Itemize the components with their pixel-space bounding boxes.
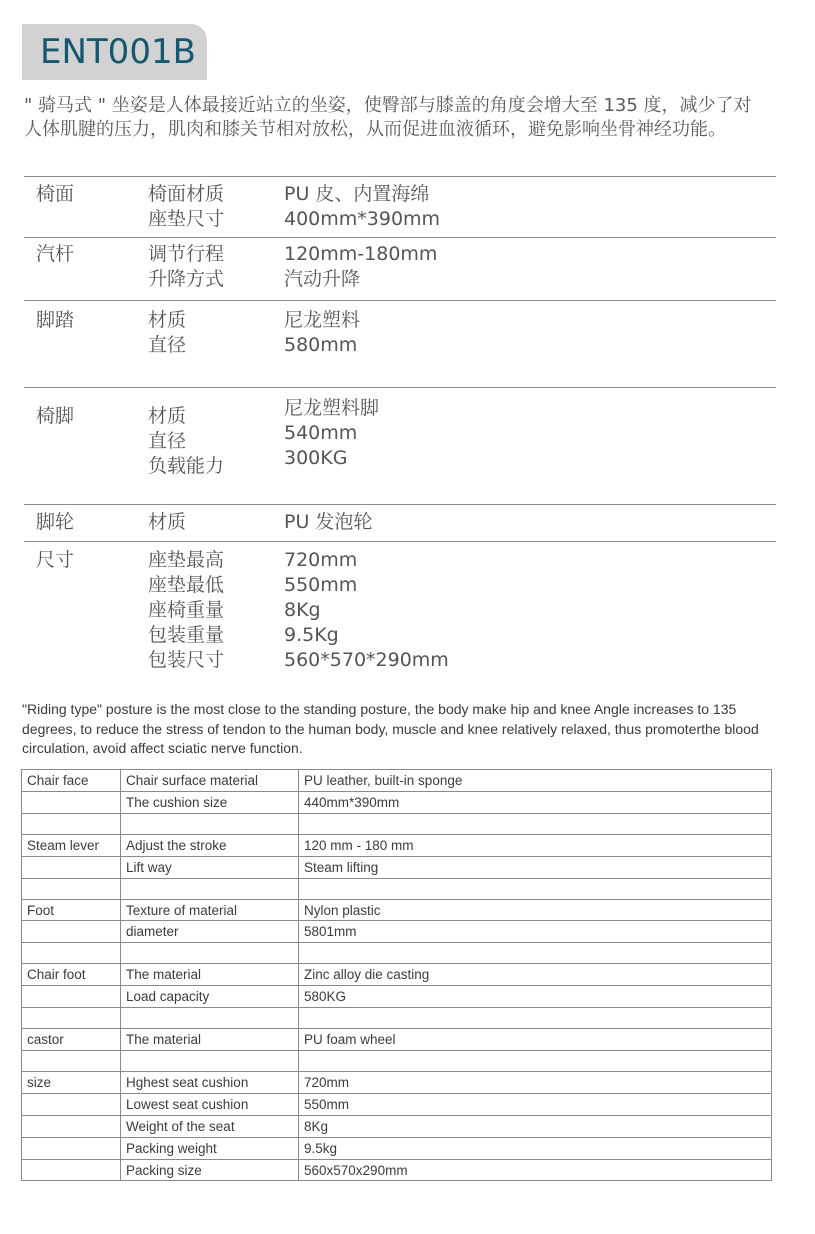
table-cell-category [22,943,121,964]
cn-spec-value: 8Kg [284,599,321,621]
cn-divider [24,504,776,505]
table-cell-attribute: The cushion size [121,791,299,813]
table-row [22,899,772,921]
cn-divider [24,387,776,388]
table-cell-value: Nylon plastic [299,899,772,921]
table-cell-attribute: The material [121,1029,299,1051]
table-cell-value: 8Kg [299,1115,772,1137]
cn-divider [24,237,776,238]
table-cell-category [22,921,121,943]
cn-divider [24,176,776,177]
table-cell-category: Foot [22,899,121,921]
table-cell-category [22,1159,121,1181]
cn-spec-value: 560*570*290mm [284,649,449,671]
table-row [22,921,772,943]
table-row [22,813,772,834]
table-cell-value: 720mm [299,1072,772,1094]
cn-spec-label: 座垫尺寸 [148,208,225,230]
table-cell-attribute: Packing size [121,1159,299,1181]
table-cell-category [22,878,121,899]
cn-spec-values [284,182,440,232]
table-cell-attribute: Packing weight [121,1137,299,1159]
cn-spec-values [284,308,360,358]
cn-spec-value: 720mm [284,549,358,571]
table-cell-category [22,791,121,813]
cn-spec-values [284,510,372,535]
cn-spec-values [284,396,379,471]
en-spec-table-body [22,770,772,1181]
table-cell-value [299,1051,772,1072]
cn-category: 尺寸 [36,549,75,571]
table-cell-value: PU foam wheel [299,1029,772,1051]
cn-spec-label: 包装重量 [148,624,225,646]
cn-spec-labels [148,242,224,292]
cn-category: 汽杆 [36,243,75,265]
table-cell-category: Steam lever [22,834,121,856]
table-cell-value: PU leather, built-in sponge [299,770,772,792]
cn-spec-label: 座垫最低 [148,574,225,596]
cn-spec-labels [148,510,186,535]
table-cell-attribute [121,943,299,964]
cn-spec-labels [148,308,186,358]
cn-spec-value: 400mm*390mm [284,208,441,230]
cn-spec-label: 座椅重量 [148,599,225,621]
cn-spec-labels [148,404,224,479]
table-row [22,856,772,878]
table-row [22,986,772,1008]
cn-intro-text: " 骑马式 " 坐姿是人体最接近站立的坐姿，使臀部与膝盖的角度会增大至 135 度，减少了对人体肌腱的压力，肌肉和膝关节相对放松，从而促进血液循环，避免影响坐骨神经功能。 [24,95,752,140]
table-cell-category [22,1137,121,1159]
table-row [22,1159,772,1181]
cn-category: 椅脚 [36,405,75,427]
table-cell-value [299,878,772,899]
table-row [22,878,772,899]
table-cell-category [22,813,121,834]
table-cell-value: 120 mm - 180 mm [299,834,772,856]
cn-spec-value: PU 皮、内置海绵 [284,183,430,205]
table-row [22,1093,772,1115]
cn-spec-values [284,548,449,673]
table-cell-attribute: Lowest seat cushion [121,1093,299,1115]
table-cell-value: 560x570x290mm [299,1159,772,1181]
table-cell-attribute: Lift way [121,856,299,878]
table-cell-value: 440mm*390mm [299,791,772,813]
table-cell-category: Chair foot [22,964,121,986]
table-cell-category [22,1093,121,1115]
cn-spec-value: 120mm-180mm [284,243,438,265]
table-cell-category: castor [22,1029,121,1051]
model-title: ENT001B [22,24,207,80]
table-cell-category: Chair face [22,770,121,792]
table-row [22,1137,772,1159]
table-cell-category: size [22,1072,121,1094]
cn-category: 椅面 [36,183,75,205]
cn-spec-label: 椅面材质 [148,183,225,205]
cn-spec-label: 材质 [148,309,187,331]
table-cell-value [299,813,772,834]
cn-spec-label: 直径 [148,430,187,452]
en-intro-text: "Riding type" posture is the most close to the standing posture, the body make hip and knee Angle increases to 135 degrees, to reduce the stress of tendon to the human body, muscle and knee relatively relaxed, thus promoterthe blood circulation, avoid affect sciatic nerve function. [22,701,759,756]
cn-spec-label: 负载能力 [148,455,225,477]
table-cell-category [22,1008,121,1029]
table-row [22,943,772,964]
cn-spec-value: 300KG [284,447,348,469]
cn-spec-value: PU 发泡轮 [284,511,373,533]
cn-spec-value: 尼龙塑料 [284,309,361,331]
table-row [22,1051,772,1072]
cn-divider [24,300,776,301]
table-row [22,964,772,986]
cn-spec-label: 材质 [148,511,187,533]
cn-spec-labels [148,182,224,232]
cn-spec-value: 9.5Kg [284,624,339,646]
table-row [22,791,772,813]
table-cell-value: Steam lifting [299,856,772,878]
table-row [22,1115,772,1137]
table-cell-value: 9.5kg [299,1137,772,1159]
table-cell-attribute: Adjust the stroke [121,834,299,856]
cn-spec-label: 材质 [148,405,187,427]
cn-spec-label: 升降方式 [148,268,225,290]
table-cell-attribute [121,813,299,834]
table-cell-attribute: Weight of the seat [121,1115,299,1137]
table-cell-attribute: Texture of material [121,899,299,921]
table-cell-value: 5801mm [299,921,772,943]
cn-spec-value: 580mm [284,334,358,356]
cn-spec-values [284,242,437,292]
table-cell-category [22,1051,121,1072]
cn-spec-value: 汽动升降 [284,268,361,290]
cn-spec-labels [148,548,224,673]
table-cell-attribute [121,1008,299,1029]
cn-category: 脚踏 [36,309,75,331]
table-cell-value: Zinc alloy die casting [299,964,772,986]
table-row [22,1029,772,1051]
table-cell-category [22,986,121,1008]
cn-spec-value: 尼龙塑料脚 [284,397,380,419]
table-cell-value [299,943,772,964]
table-cell-value: 550mm [299,1093,772,1115]
table-cell-attribute: Hghest seat cushion [121,1072,299,1094]
cn-divider [24,541,776,542]
cn-spec-value: 550mm [284,574,358,596]
table-cell-attribute: diameter [121,921,299,943]
table-row [22,834,772,856]
table-cell-attribute [121,878,299,899]
table-cell-attribute: Load capacity [121,986,299,1008]
table-cell-category [22,1115,121,1137]
table-cell-value: 580KG [299,986,772,1008]
table-cell-attribute [121,1051,299,1072]
cn-spec-value: 540mm [284,422,358,444]
cn-spec-label: 包装尺寸 [148,649,225,671]
table-cell-attribute: Chair surface material [121,770,299,792]
cn-category: 脚轮 [36,511,75,533]
cn-spec-label: 直径 [148,334,187,356]
table-row [22,1008,772,1029]
table-row [22,1072,772,1094]
table-cell-category [22,856,121,878]
table-cell-attribute: The material [121,964,299,986]
cn-spec-label: 座垫最高 [148,549,225,571]
table-cell-value [299,1008,772,1029]
table-row [22,770,772,792]
cn-spec-label: 调节行程 [148,243,225,265]
en-spec-table [21,769,772,1181]
